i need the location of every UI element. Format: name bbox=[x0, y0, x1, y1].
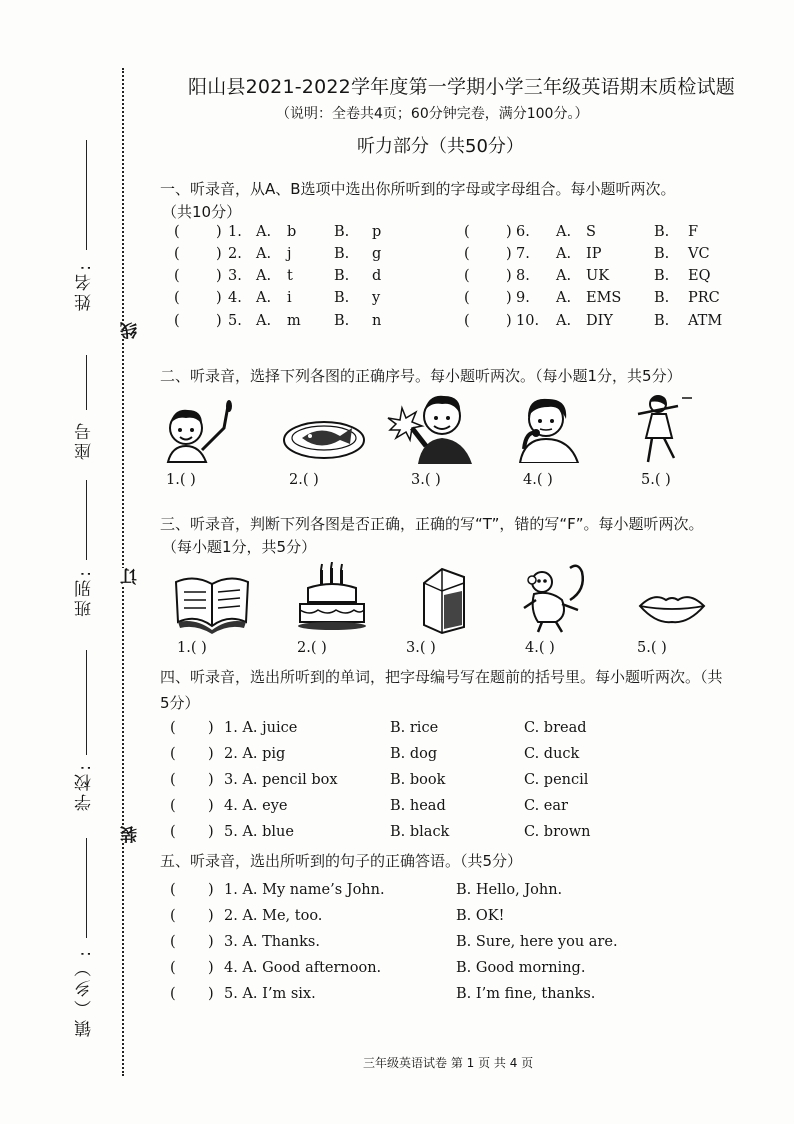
section5-heading: 五、听录音，选出所听到的句子的正确答语。（共5分） bbox=[160, 852, 523, 870]
item-number: 2. bbox=[228, 246, 242, 262]
option-a-letter: A. bbox=[556, 224, 572, 240]
answer-paren-open[interactable]: ( bbox=[170, 934, 176, 950]
answer-paren-open[interactable]: ( bbox=[174, 224, 180, 240]
section4-heading: 四、听录音，选出所听到的单词，把字母编号写在题前的括号里。每小题听两次。（共 bbox=[160, 668, 723, 686]
answer-paren-open[interactable]: ( bbox=[170, 908, 176, 924]
town-field-line[interactable] bbox=[86, 838, 87, 938]
class-field-line[interactable] bbox=[86, 480, 87, 560]
answer-paren-close[interactable]: ) bbox=[506, 290, 512, 306]
option-c: C. duck bbox=[524, 746, 580, 762]
answer-paren-close[interactable]: ) bbox=[216, 246, 222, 262]
option-b-letter: B. bbox=[334, 224, 350, 240]
item-number: 9. bbox=[516, 290, 530, 306]
option-b-letter: B. bbox=[334, 290, 350, 306]
answer-paren-close[interactable]: ) bbox=[216, 313, 222, 329]
girl-dancing-icon bbox=[632, 392, 694, 464]
option-a-letter: A. bbox=[256, 224, 272, 240]
name-field-line[interactable] bbox=[86, 140, 87, 250]
section3-label-3[interactable]: 3.( ) bbox=[406, 640, 436, 656]
option-b-letter: B. bbox=[334, 246, 350, 262]
section3-label-2[interactable]: 2.( ) bbox=[297, 640, 327, 656]
lips-icon bbox=[636, 590, 708, 626]
answer-paren-open[interactable]: ( bbox=[170, 746, 176, 762]
item-number: 10. bbox=[516, 313, 540, 329]
option-b: g bbox=[372, 246, 382, 262]
binding-bind-char: 装 bbox=[118, 826, 143, 843]
section4-points: 5分） bbox=[160, 694, 200, 712]
answer-paren-open[interactable]: ( bbox=[170, 960, 176, 976]
option-b: B. Sure, here you are. bbox=[456, 934, 618, 950]
option-a: b bbox=[287, 224, 297, 240]
section3-points: （每小题1分，共5分） bbox=[162, 538, 317, 556]
town-label: 镇（乡）: bbox=[75, 948, 95, 1037]
option-b: B. book bbox=[390, 772, 446, 788]
answer-paren-close[interactable]: ) bbox=[506, 246, 512, 262]
answer-paren-open[interactable]: ( bbox=[170, 798, 176, 814]
option-c: C. pencil bbox=[524, 772, 589, 788]
section3-label-4[interactable]: 4.( ) bbox=[525, 640, 555, 656]
book-icon bbox=[170, 568, 254, 634]
option-b: VC bbox=[688, 246, 710, 262]
option-b-letter: B. bbox=[654, 313, 670, 329]
answer-paren-close[interactable]: ) bbox=[208, 772, 214, 788]
item-number: 3. bbox=[228, 268, 242, 284]
option-b-letter: B. bbox=[654, 290, 670, 306]
answer-paren-open[interactable]: ( bbox=[174, 268, 180, 284]
answer-paren-open[interactable]: ( bbox=[170, 986, 176, 1002]
option-a: UK bbox=[586, 268, 610, 284]
option-a: 3. A. pencil box bbox=[224, 772, 338, 788]
answer-paren-open[interactable]: ( bbox=[170, 772, 176, 788]
answer-paren-open[interactable]: ( bbox=[170, 882, 176, 898]
option-b: PRC bbox=[688, 290, 720, 306]
birthday-cake-icon bbox=[296, 562, 368, 632]
answer-paren-close[interactable]: ) bbox=[216, 268, 222, 284]
answer-paren-close[interactable]: ) bbox=[208, 986, 214, 1002]
section2-label-3[interactable]: 3.( ) bbox=[411, 472, 441, 488]
option-b: EQ bbox=[688, 268, 711, 284]
option-a: 4. A. eye bbox=[224, 798, 288, 814]
milk-carton-icon bbox=[416, 565, 472, 635]
option-b: B. Good morning. bbox=[456, 960, 586, 976]
listening-part-heading: 听力部分（共50分） bbox=[357, 136, 524, 157]
option-b: B. rice bbox=[390, 720, 439, 736]
option-c: C. ear bbox=[524, 798, 568, 814]
binding-order-char: 订 bbox=[118, 568, 143, 585]
answer-paren-open[interactable]: ( bbox=[464, 246, 470, 262]
option-a-letter: A. bbox=[256, 290, 272, 306]
answer-paren-open[interactable]: ( bbox=[464, 313, 470, 329]
option-a-letter: A. bbox=[256, 246, 272, 262]
option-b: n bbox=[372, 313, 382, 329]
option-a: 1. A. juice bbox=[224, 720, 298, 736]
seat-label: 座号 bbox=[75, 420, 95, 460]
option-a: 1. A. My name’s John. bbox=[224, 882, 385, 898]
option-a: S bbox=[586, 224, 596, 240]
section2-label-5[interactable]: 5.( ) bbox=[641, 472, 671, 488]
option-b: B. Hello, John. bbox=[456, 882, 563, 898]
answer-paren-close[interactable]: ) bbox=[506, 224, 512, 240]
section1-heading: 一、听录音，从A、B选项中选出你所听到的字母或字母组合。每小题听两次。 bbox=[160, 180, 676, 198]
option-a-letter: A. bbox=[256, 268, 272, 284]
option-a: 2. A. pig bbox=[224, 746, 286, 762]
option-a-letter: A. bbox=[556, 313, 572, 329]
answer-paren-close[interactable]: ) bbox=[208, 908, 214, 924]
seat-field-line[interactable] bbox=[86, 355, 87, 410]
item-number: 1. bbox=[228, 224, 242, 240]
answer-paren-close[interactable]: ) bbox=[506, 313, 512, 329]
option-b-letter: B. bbox=[654, 246, 670, 262]
option-b: p bbox=[372, 224, 382, 240]
answer-paren-close[interactable]: ) bbox=[208, 720, 214, 736]
option-a: DIY bbox=[586, 313, 613, 329]
option-b-letter: B. bbox=[334, 313, 350, 329]
option-b-letter: B. bbox=[654, 268, 670, 284]
item-number: 8. bbox=[516, 268, 530, 284]
option-a: t bbox=[287, 268, 293, 284]
answer-paren-close[interactable]: ) bbox=[208, 746, 214, 762]
boy-cheering-icon bbox=[382, 390, 482, 466]
option-b: y bbox=[372, 290, 381, 306]
answer-paren-close[interactable]: ) bbox=[506, 268, 512, 284]
option-c: C. brown bbox=[524, 824, 591, 840]
option-b: d bbox=[372, 268, 382, 284]
option-a-letter: A. bbox=[556, 268, 572, 284]
option-a-letter: A. bbox=[256, 313, 272, 329]
option-a: 3. A. Thanks. bbox=[224, 934, 320, 950]
item-number: 5. bbox=[228, 313, 242, 329]
item-number: 7. bbox=[516, 246, 530, 262]
option-b: B. I’m fine, thanks. bbox=[456, 986, 596, 1002]
school-label: 学校: bbox=[75, 762, 95, 811]
answer-paren-close[interactable]: ) bbox=[208, 960, 214, 976]
section2-label-1[interactable]: 1.( ) bbox=[166, 472, 196, 488]
option-b: B. dog bbox=[390, 746, 438, 762]
section2-label-4[interactable]: 4.( ) bbox=[523, 472, 553, 488]
section2-heading: 二、听录音，选择下列各图的正确序号。每小题听两次。（每小题1分，共5分） bbox=[160, 367, 682, 385]
answer-paren-open[interactable]: ( bbox=[174, 290, 180, 306]
answer-paren-open[interactable]: ( bbox=[174, 313, 180, 329]
school-field-line[interactable] bbox=[86, 650, 87, 755]
answer-paren-close[interactable]: ) bbox=[208, 824, 214, 840]
option-b-letter: B. bbox=[654, 224, 670, 240]
option-a: i bbox=[287, 290, 292, 306]
answer-paren-close[interactable]: ) bbox=[208, 934, 214, 950]
answer-paren-open[interactable]: ( bbox=[174, 246, 180, 262]
option-a: 5. A. blue bbox=[224, 824, 294, 840]
section1-points: （共10分） bbox=[162, 203, 242, 221]
answer-paren-close[interactable]: ) bbox=[216, 290, 222, 306]
section2-label-2[interactable]: 2.( ) bbox=[289, 472, 319, 488]
page-footer: 三年级英语试卷 第 1 页 共 4 页 bbox=[363, 1056, 534, 1070]
option-a: 5. A. I’m six. bbox=[224, 986, 316, 1002]
option-b: ATM bbox=[688, 313, 723, 329]
option-a: IP bbox=[586, 246, 602, 262]
option-b: B. black bbox=[390, 824, 450, 840]
name-label: 姓名: bbox=[75, 262, 95, 311]
class-label: 班别: bbox=[75, 568, 95, 617]
option-a: 4. A. Good afternoon. bbox=[224, 960, 382, 976]
answer-paren-close[interactable]: ) bbox=[208, 798, 214, 814]
boy-thinking-icon bbox=[512, 393, 586, 463]
monkey-icon bbox=[520, 560, 592, 634]
option-b: F bbox=[688, 224, 699, 240]
section3-label-5[interactable]: 5.( ) bbox=[637, 640, 667, 656]
exam-instructions: （说明：全卷共4页；60分钟完卷，满分100分。） bbox=[276, 106, 589, 122]
option-c: C. bread bbox=[524, 720, 587, 736]
section3-label-1[interactable]: 1.( ) bbox=[177, 640, 207, 656]
fish-plate-icon bbox=[280, 410, 368, 462]
answer-paren-close[interactable]: ) bbox=[216, 224, 222, 240]
boy-waving-icon bbox=[156, 398, 240, 464]
answer-paren-open[interactable]: ( bbox=[464, 290, 470, 306]
option-a-letter: A. bbox=[556, 290, 572, 306]
item-number: 4. bbox=[228, 290, 242, 306]
answer-paren-close[interactable]: ) bbox=[208, 882, 214, 898]
option-a: m bbox=[287, 313, 301, 329]
option-b: B. head bbox=[390, 798, 446, 814]
answer-paren-open[interactable]: ( bbox=[464, 268, 470, 284]
option-a: EMS bbox=[586, 290, 622, 306]
binding-line-char: 线 bbox=[118, 322, 143, 339]
option-a-letter: A. bbox=[556, 246, 572, 262]
exam-title: 阳山县2021-2022学年度第一学期小学三年级英语期末质检试题 bbox=[188, 76, 735, 98]
answer-paren-open[interactable]: ( bbox=[170, 720, 176, 736]
answer-paren-open[interactable]: ( bbox=[464, 224, 470, 240]
section3-heading: 三、听录音，判断下列各图是否正确，正确的写“T”，错的写“F”。每小题听两次。 bbox=[160, 515, 704, 533]
option-b: B. OK! bbox=[456, 908, 505, 924]
answer-paren-open[interactable]: ( bbox=[170, 824, 176, 840]
item-number: 6. bbox=[516, 224, 530, 240]
option-b-letter: B. bbox=[334, 268, 350, 284]
option-a: j bbox=[287, 246, 292, 262]
option-a: 2. A. Me, too. bbox=[224, 908, 323, 924]
